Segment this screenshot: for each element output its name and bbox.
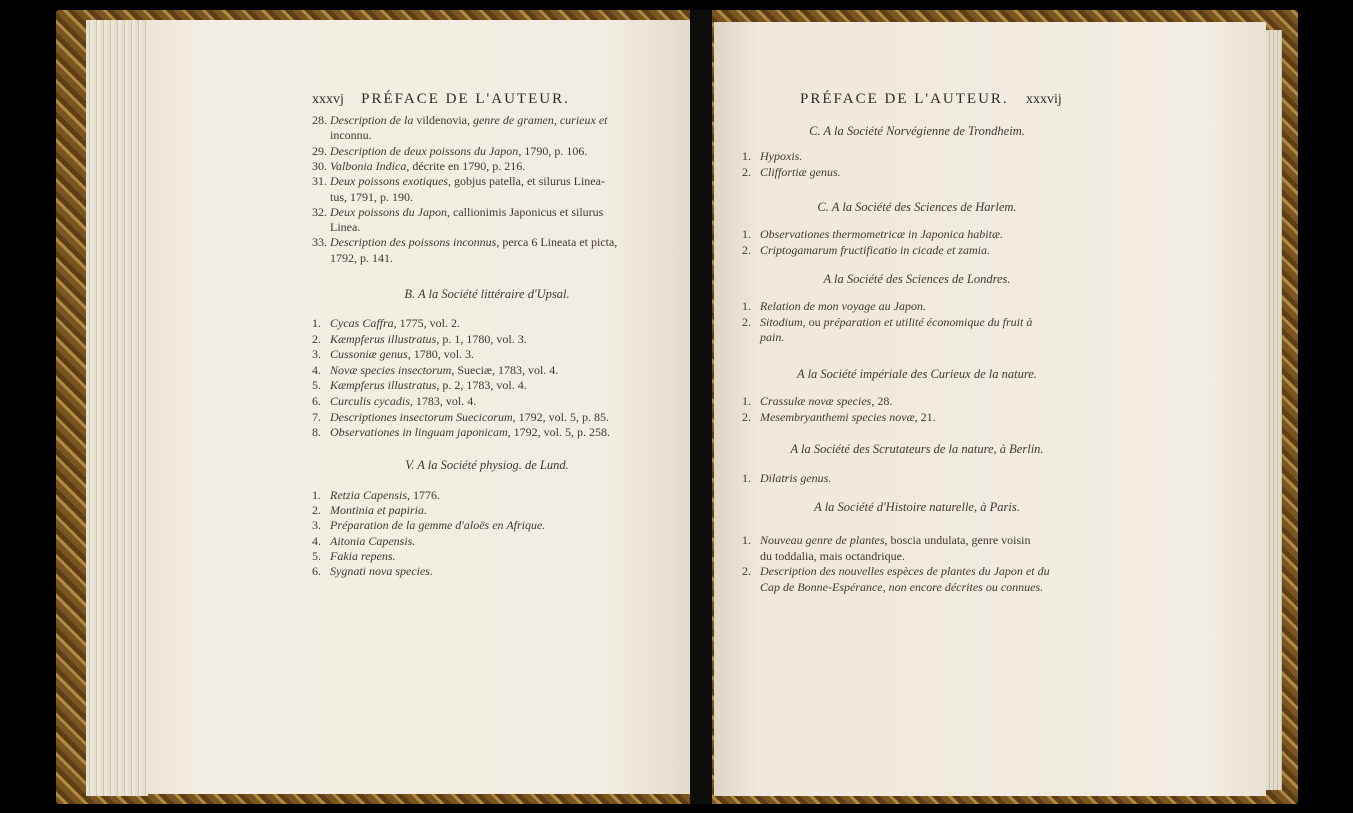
entry-text: du toddalia, mais octandrique. [760, 548, 905, 563]
section-paris: A la Société d'Histoire naturelle, à Paris. [814, 500, 1020, 514]
list-item [312, 378, 527, 393]
entry-italic: Curculis cycadis [330, 394, 410, 408]
list-item [742, 149, 802, 164]
entry-number: 7. [312, 409, 321, 424]
entry-continuation [760, 549, 905, 564]
entry-number: 29. [312, 143, 327, 158]
entry-italic: Cap de Bonne-Espérance, non encore décrites ou connues. [760, 579, 1044, 594]
entry-italic: Mesembryanthemi species novæ [760, 409, 915, 424]
entry-text: , p. 1, 1780, vol. 3. [436, 331, 527, 346]
right-page-number: xxxvij [1025, 92, 1062, 107]
entry-italic: pain. [760, 330, 785, 344]
list-item [312, 394, 476, 409]
entry-italic: Descriptiones insectorum Suecicorum [330, 409, 513, 424]
entry-italic: Description des nouvelles espèces de plantes du Japon et du [760, 564, 1050, 578]
entry-italic: Cycas Caffra [330, 316, 394, 330]
list-item [312, 488, 440, 503]
entry-text: 1792, p. 141. [330, 250, 393, 265]
list-item [312, 518, 545, 533]
list-item [742, 394, 892, 409]
entry-italic: préparation et utilité économique du fruit à [823, 314, 1033, 329]
entry-number: 33. [312, 235, 327, 250]
entry-text: , 1776. [407, 488, 440, 502]
entry-number: 2. [312, 331, 321, 346]
list-item [312, 159, 525, 174]
entry-number: 1. [312, 316, 321, 330]
entry-italic: Description des poissons inconnus [330, 235, 497, 250]
entry-text: , callionimis Japonicus et silurus [447, 204, 604, 219]
entry-number: 1. [312, 488, 321, 502]
list-item [742, 471, 831, 486]
list-item [312, 410, 609, 425]
entry-number: 1. [742, 533, 751, 547]
entry-italic: Préparation de la gemme d'aloës en Afrique. [330, 518, 546, 533]
entry-text: , boscia undulata, genre voisin [884, 533, 1031, 547]
entry-number: 3. [312, 518, 321, 533]
list-item [312, 174, 605, 189]
entry-italic: Cussoniæ genus [330, 347, 408, 362]
right-running-head [800, 91, 1062, 108]
entry-text: , 21. [914, 409, 936, 424]
section-berlin: A la Société des Scrutateurs de la nature, à Berlin. [790, 442, 1044, 456]
section-lund: V. A la Société physiog. de Lund. [405, 458, 569, 472]
entry-italic: Fakia repens. [330, 548, 396, 563]
entry-text: , Sueciæ, 1783, vol. 4. [451, 362, 559, 377]
entry-italic: Observationes in linguam japonicam [330, 425, 508, 440]
entry-number: 28. [312, 113, 327, 127]
entry-text: , 1783, vol. 4. [409, 394, 477, 408]
list-item [312, 503, 427, 518]
entry-text: tus, 1791, p. 190. [330, 189, 414, 204]
section-curieux: A la Société impériale des Curieux de la nature. [797, 367, 1037, 381]
entry-italic: Montinia et papiria. [330, 503, 427, 518]
list-item [742, 165, 841, 180]
entry-number: 4. [312, 533, 321, 548]
page-edges-left [86, 20, 148, 796]
entry-italic: Dilatris genus. [760, 471, 832, 485]
entry-number: 4. [312, 362, 321, 377]
list-item [312, 564, 433, 579]
list-item [742, 533, 1031, 548]
list-item [742, 299, 926, 314]
entry-number: 1. [742, 471, 751, 485]
entry-italic: Deux poissons du Japon [330, 204, 447, 219]
list-item [312, 363, 558, 378]
entry-italic: Retzia Capensis [330, 488, 407, 502]
entry-number: 5. [312, 378, 321, 393]
entry-number: 31. [312, 174, 327, 189]
entry-number: 1. [742, 227, 751, 241]
list-item [312, 235, 617, 250]
entry-italic: Cliffortiæ genus. [760, 164, 841, 179]
entry-italic: Observationes thermometricæ in Japonica habitæ. [760, 227, 1003, 241]
entry-italic: Hypoxis. [760, 149, 803, 163]
book-spine [690, 10, 712, 804]
entry-text: , p. 2, 1783, vol. 4. [436, 378, 527, 393]
list-item [742, 564, 1050, 579]
entry-number: 32. [312, 204, 327, 219]
list-item [312, 549, 396, 564]
entry-continuation [760, 330, 784, 345]
entry-text: , 1775, vol. 2. [393, 316, 461, 330]
entry-number: 1. [742, 149, 751, 163]
entry-italic: Novæ species insectorum [330, 362, 452, 377]
entry-number: 6. [312, 394, 321, 408]
entry-text: , décrite en 1790, p. 216. [406, 158, 526, 173]
list-item [312, 347, 474, 362]
entry-number: 30. [312, 158, 327, 173]
entry-text: vildenovia, [413, 113, 473, 127]
section-harlem: C. A la Société des Sciences de Harlem. [817, 200, 1017, 214]
entry-number: 2. [742, 409, 751, 424]
entry-italic: Description de la [330, 113, 414, 127]
entry-continuation [330, 128, 372, 143]
entry-number: 3. [312, 347, 321, 362]
entry-number: 2. [742, 164, 751, 179]
entry-text: , 1792, vol. 5, p. 85. [512, 409, 609, 424]
list-item [312, 113, 608, 128]
entry-continuation [330, 251, 393, 266]
right-header-title: PRÉFACE DE L'AUTEUR. [800, 91, 1009, 107]
list-item [312, 316, 460, 331]
entry-italic: Sitodium [760, 314, 803, 329]
left-page-number: xxxvj [312, 92, 344, 107]
list-item [742, 410, 936, 425]
entry-italic: genre de gramen, curieux et [472, 113, 608, 127]
entry-italic: Crassulæ novæ species [760, 394, 872, 408]
list-item [742, 315, 1032, 330]
section-trondheim: C. A la Société Norvégienne de Trondheim. [809, 124, 1025, 138]
entry-continuation [330, 190, 413, 205]
left-header-title: PRÉFACE DE L'AUTEUR. [361, 91, 570, 107]
entry-text: Linea. [330, 220, 361, 235]
entry-italic: Aitonia Capensis. [330, 533, 416, 548]
section-upsal: B. A la Société littéraire d'Upsal. [404, 287, 570, 301]
entry-text: , 28. [871, 394, 893, 408]
entry-italic: Relation de mon voyage au Japon. [760, 299, 926, 313]
list-item [312, 534, 415, 549]
entry-italic: Description de deux poissons du Japon [330, 143, 519, 158]
entry-number: 1. [742, 299, 751, 313]
entry-number: 1. [742, 394, 751, 408]
entry-text: , gobjus patella, et silurus Linea- [447, 174, 605, 189]
entry-number: 6. [312, 564, 321, 578]
list-item [312, 425, 610, 440]
entry-number: 2. [742, 564, 751, 578]
list-item [312, 144, 587, 159]
left-running-head [312, 91, 570, 108]
entry-text: , 1780, vol. 3. [407, 347, 475, 362]
entry-number: 8. [312, 425, 321, 440]
entry-continuation [760, 580, 1043, 595]
entry-italic: Kæmpferus illustratus [330, 331, 437, 346]
entry-number: 2. [742, 314, 751, 329]
entry-italic: Sygnati nova species. [330, 564, 433, 578]
list-item [312, 332, 527, 347]
list-item [742, 243, 990, 258]
entry-italic: Valbonia Indica [330, 158, 407, 173]
section-londres: A la Société des Sciences de Londres. [823, 272, 1011, 286]
list-item [312, 205, 603, 220]
entry-text: , 1790, p. 106. [518, 143, 588, 158]
entry-italic: Criptogamarum fructificatio in cicade et zamia. [760, 242, 990, 257]
entry-continuation [330, 220, 360, 235]
entry-number: 2. [742, 242, 751, 257]
entry-italic: Deux poissons exotiques [330, 174, 448, 189]
entry-text: , 1792, vol. 5, p. 258. [507, 425, 610, 440]
entry-text: inconnu. [330, 128, 372, 143]
entry-text: , perca 6 Lineata et picta, [496, 235, 618, 250]
list-item [742, 227, 1003, 242]
entry-text: , ou [802, 314, 824, 329]
entry-italic: Kæmpferus illustratus [330, 378, 437, 393]
entry-number: 2. [312, 503, 321, 518]
entry-italic: Nouveau genre de plantes [760, 533, 885, 547]
entry-number: 5. [312, 548, 321, 563]
